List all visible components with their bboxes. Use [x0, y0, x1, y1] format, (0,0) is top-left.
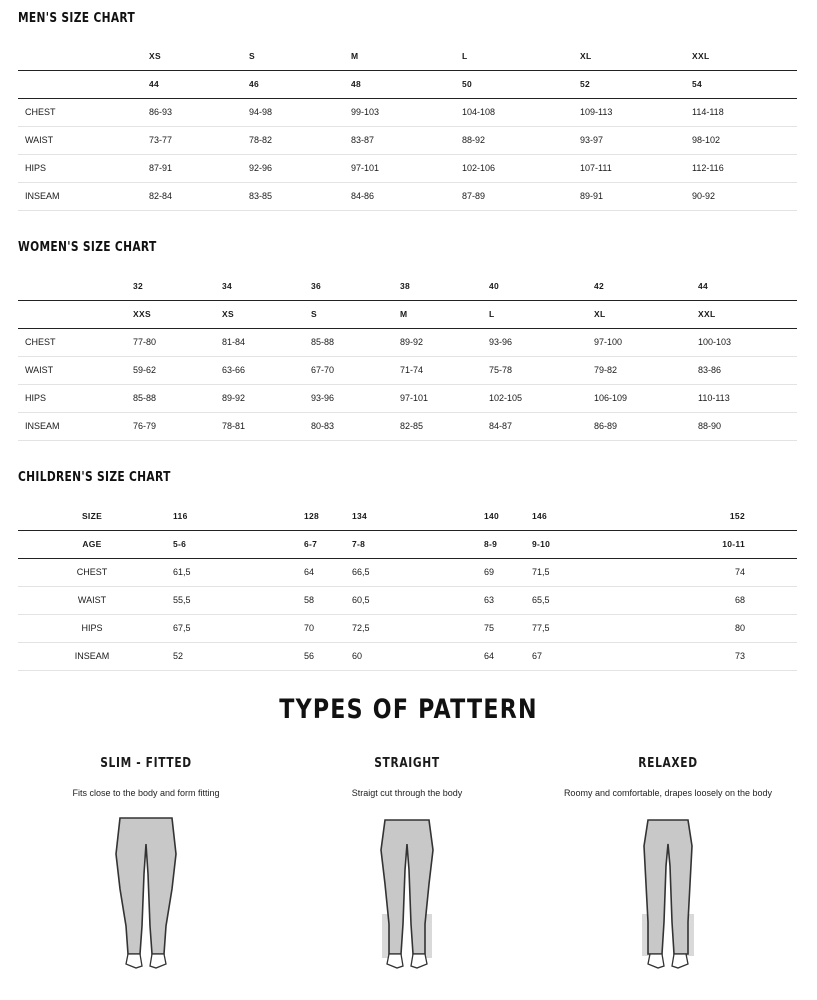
table-cell: 97-101: [344, 154, 455, 182]
table-header-cell: 46: [242, 70, 344, 98]
table-header-cell: [18, 70, 142, 98]
table-cell: 69: [477, 558, 525, 586]
table-header-cell: 54: [685, 70, 797, 98]
table-header-cell: 44: [142, 70, 242, 98]
table-cell: 76-79: [126, 412, 215, 440]
table-cell: 52: [166, 642, 297, 670]
table-header-row: [18, 502, 797, 530]
table-cell: 68: [658, 586, 797, 614]
table-cell: 88-92: [455, 126, 573, 154]
table-cell: 86-93: [142, 98, 242, 126]
table-cell: 98-102: [685, 126, 797, 154]
table-cell: 77-80: [126, 328, 215, 356]
table-header-cell: 7-8: [345, 530, 477, 558]
relaxed-fit-pants-icon: [628, 814, 708, 974]
pattern-name: RELAXED: [638, 756, 698, 771]
table-header-cell: L: [455, 42, 573, 70]
table-cell: 71,5: [525, 558, 658, 586]
table-cell: 100-103: [691, 328, 797, 356]
table-cell: 71-74: [393, 356, 482, 384]
table-header-cell: 5-6: [166, 530, 297, 558]
womens-size-chart-title: WOMEN'S SIZE CHART: [18, 240, 157, 255]
row-label: CHEST: [18, 328, 126, 356]
table-cell: 67,5: [166, 614, 297, 642]
pattern-name: SLIM - FITTED: [100, 756, 192, 771]
table-cell: 58: [297, 586, 345, 614]
table-row: [18, 412, 797, 440]
table-cell: 73: [658, 642, 797, 670]
table-cell: 66,5: [345, 558, 477, 586]
table-header-cell: 40: [482, 272, 587, 300]
table-cell: 77,5: [525, 614, 658, 642]
table-cell: 75: [477, 614, 525, 642]
table-header-cell: 52: [573, 70, 685, 98]
table-cell: 83-87: [344, 126, 455, 154]
table-cell: 84-86: [344, 182, 455, 210]
table-cell: 86-89: [587, 412, 691, 440]
pattern-name: STRAIGHT: [374, 756, 440, 771]
table-cell: 55,5: [166, 586, 297, 614]
table-header-cell: [18, 42, 142, 70]
row-label: CHEST: [18, 98, 142, 126]
row-label: WAIST: [18, 126, 142, 154]
table-cell: 94-98: [242, 98, 344, 126]
table-cell: 67: [525, 642, 658, 670]
womens-size-table: [18, 272, 797, 441]
table-header-cell: M: [344, 42, 455, 70]
table-cell: 110-113: [691, 384, 797, 412]
table-header-cell: 140: [477, 502, 525, 530]
table-cell: 59-62: [126, 356, 215, 384]
table-row: [18, 98, 797, 126]
table-cell: 67-70: [304, 356, 393, 384]
table-header-cell: 42: [587, 272, 691, 300]
table-cell: 61,5: [166, 558, 297, 586]
table-cell: 78-82: [242, 126, 344, 154]
table-cell: 74: [658, 558, 797, 586]
table-row: [18, 614, 797, 642]
table-cell: 97-101: [393, 384, 482, 412]
table-header-cell: S: [242, 42, 344, 70]
table-row: [18, 126, 797, 154]
row-label: INSEAM: [18, 412, 126, 440]
table-cell: 64: [297, 558, 345, 586]
mens-size-table: [18, 42, 797, 211]
table-cell: 114-118: [685, 98, 797, 126]
slim-fit-pants-icon: [106, 814, 186, 974]
table-header-cell: 134: [345, 502, 477, 530]
table-cell: 89-92: [215, 384, 304, 412]
table-header-cell: [18, 272, 126, 300]
table-cell: 102-106: [455, 154, 573, 182]
table-header-cell: 8-9: [477, 530, 525, 558]
row-label: WAIST: [18, 356, 126, 384]
table-cell: 80-83: [304, 412, 393, 440]
table-cell: 99-103: [344, 98, 455, 126]
table-header-cell: XL: [573, 42, 685, 70]
table-cell: 92-96: [242, 154, 344, 182]
table-header-cell: XXL: [691, 300, 797, 328]
table-cell: 73-77: [142, 126, 242, 154]
mens-size-chart-title: MEN'S SIZE CHART: [18, 11, 136, 26]
table-cell: 65,5: [525, 586, 658, 614]
table-cell: 80: [658, 614, 797, 642]
table-header-row: [18, 42, 797, 70]
table-cell: 93-97: [573, 126, 685, 154]
table-header-cell: 9-10: [525, 530, 658, 558]
table-cell: 93-96: [304, 384, 393, 412]
table-header-cell: [18, 300, 126, 328]
table-row: [18, 586, 797, 614]
table-header-cell: 36: [304, 272, 393, 300]
table-cell: 97-100: [587, 328, 691, 356]
table-cell: 85-88: [304, 328, 393, 356]
table-header-cell: XXS: [126, 300, 215, 328]
table-cell: 89-92: [393, 328, 482, 356]
table-cell: 90-92: [685, 182, 797, 210]
table-header-cell: 10-11: [658, 530, 797, 558]
table-cell: 81-84: [215, 328, 304, 356]
table-cell: 83-85: [242, 182, 344, 210]
table-header-cell: 44: [691, 272, 797, 300]
table-cell: 72,5: [345, 614, 477, 642]
table-header-cell: XS: [215, 300, 304, 328]
table-header-cell: L: [482, 300, 587, 328]
table-header-cell: XXL: [685, 42, 797, 70]
row-label: HIPS: [18, 154, 142, 182]
table-header-cell: XL: [587, 300, 691, 328]
table-cell: 84-87: [482, 412, 587, 440]
table-row: [18, 356, 797, 384]
row-label: INSEAM: [18, 642, 166, 670]
table-cell: 75-78: [482, 356, 587, 384]
table-cell: 87-89: [455, 182, 573, 210]
table-cell: 63: [477, 586, 525, 614]
table-cell: 102-105: [482, 384, 587, 412]
table-cell: 104-108: [455, 98, 573, 126]
row-label: HIPS: [18, 384, 126, 412]
table-header-cell: 116: [166, 502, 297, 530]
table-row: [18, 558, 797, 586]
table-header-cell: S: [304, 300, 393, 328]
table-cell: 106-109: [587, 384, 691, 412]
table-cell: 107-111: [573, 154, 685, 182]
pattern-description: Roomy and comfortable, drapes loosely on the body: [563, 788, 773, 798]
table-row: [18, 182, 797, 210]
table-cell: 82-84: [142, 182, 242, 210]
table-cell: 70: [297, 614, 345, 642]
row-label: WAIST: [18, 586, 166, 614]
straight-fit-pants-icon: [367, 814, 447, 974]
row-label: INSEAM: [18, 182, 142, 210]
table-cell: 63-66: [215, 356, 304, 384]
table-header-cell: 48: [344, 70, 455, 98]
table-header-cell: 128: [297, 502, 345, 530]
row-label: CHEST: [18, 558, 166, 586]
table-cell: 88-90: [691, 412, 797, 440]
pattern-description: Straigt cut through the body: [351, 788, 463, 798]
table-header-row: [18, 300, 797, 328]
table-cell: 89-91: [573, 182, 685, 210]
table-cell: 64: [477, 642, 525, 670]
table-cell: 83-86: [691, 356, 797, 384]
table-row: [18, 328, 797, 356]
table-cell: 112-116: [685, 154, 797, 182]
table-row: [18, 154, 797, 182]
row-label: AGE: [18, 530, 166, 558]
table-header-cell: 32: [126, 272, 215, 300]
table-header-cell: M: [393, 300, 482, 328]
table-cell: 93-96: [482, 328, 587, 356]
types-of-pattern-title: TYPES OF PATTERN: [279, 694, 538, 725]
table-header-cell: 146: [525, 502, 658, 530]
table-header-cell: 38: [393, 272, 482, 300]
row-label: HIPS: [18, 614, 166, 642]
table-cell: 60,5: [345, 586, 477, 614]
table-row: [18, 642, 797, 670]
table-cell: 79-82: [587, 356, 691, 384]
table-cell: 82-85: [393, 412, 482, 440]
pattern-description: Fits close to the body and form fitting: [72, 788, 220, 798]
table-header-cell: 50: [455, 70, 573, 98]
table-cell: 87-91: [142, 154, 242, 182]
table-header-row: [18, 272, 797, 300]
childrens-size-chart-title: CHILDREN'S SIZE CHART: [18, 470, 171, 485]
row-label: SIZE: [18, 502, 166, 530]
table-cell: 60: [345, 642, 477, 670]
table-cell: 109-113: [573, 98, 685, 126]
childrens-size-table: [18, 502, 797, 671]
table-header-row: [18, 530, 797, 558]
table-header-cell: 6-7: [297, 530, 345, 558]
table-header-cell: 34: [215, 272, 304, 300]
table-cell: 56: [297, 642, 345, 670]
table-row: [18, 384, 797, 412]
table-cell: 85-88: [126, 384, 215, 412]
table-cell: 78-81: [215, 412, 304, 440]
table-header-row: [18, 70, 797, 98]
table-header-cell: XS: [142, 42, 242, 70]
table-header-cell: 152: [658, 502, 797, 530]
